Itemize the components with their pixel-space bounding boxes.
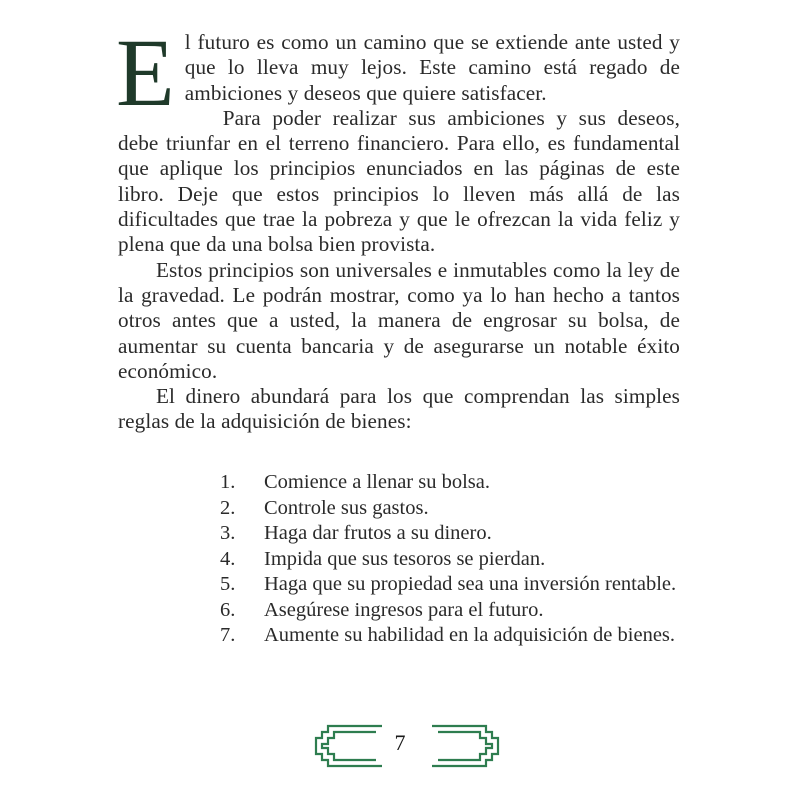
list-item-number: 2. xyxy=(220,496,236,519)
page-footer xyxy=(0,718,800,774)
page-number: 7 xyxy=(394,730,406,755)
list-item-text: Impida que sus tesoros se pierdan. xyxy=(264,547,546,570)
list-item-number: 5. xyxy=(220,573,236,595)
list-item xyxy=(212,572,692,598)
paragraph-3: Estos principios son universales e inmutables como la ley de la gravedad. Le podrán mostrar, como ya lo han hecho a tantos otros antes que a usted, la manera de engrosar su bolsa, de aumentar su cuenta bancaria y de asegurarse un notable éxito económico. xyxy=(118,257,680,383)
list-item-number: 3. xyxy=(220,522,236,544)
list-item-text: Controle sus gastos. xyxy=(264,496,429,519)
list-item xyxy=(212,496,692,522)
list-item xyxy=(212,623,692,649)
drop-cap: E xyxy=(116,19,175,126)
list-item-text: Haga que su propiedad sea una inversión rentable. xyxy=(264,573,677,595)
list-item xyxy=(212,521,692,547)
paragraph-1-text: l futuro es como un camino que se extiende ante usted y que lo lleva muy lejos. Este camino está regado de ambiciones y deseos que quiere satisfacer. xyxy=(184,30,680,105)
list-item-number: 7. xyxy=(220,624,236,646)
list-item-text: Comience a llenar su bolsa. xyxy=(264,471,491,493)
list-item xyxy=(212,598,692,624)
paragraph-2: Para poder realizar sus ambiciones y sus deseos, debe triunfar en el terreno financiero. Para ello, es fundamental que aplique los principios enunciados en las páginas de este libro. Deje que estos principios lo lleven más allá de las dificultades que trae la pobreza y que le ofrezcan la vida feliz y plena que da una bolsa bien provista. xyxy=(118,105,680,257)
right-bracket-ornament-icon xyxy=(422,718,502,774)
list-item-number: 6. xyxy=(220,598,236,621)
paragraph-1 xyxy=(116,19,680,126)
list-item xyxy=(212,547,692,573)
list-item-number: 1. xyxy=(220,471,236,493)
body-text xyxy=(116,19,680,435)
list-item-text: Asegúrese ingresos para el futuro. xyxy=(264,598,544,621)
list-item-text: Haga dar frutos a su dinero. xyxy=(264,522,492,544)
list-item-number: 4. xyxy=(220,547,236,570)
list-item-text: Aumente su habilidad en la adquisición de bienes. xyxy=(264,624,676,646)
paragraph-4: El dinero abundará para los que comprendan las simples reglas de la adquisición de bienes: xyxy=(118,384,680,434)
list-item xyxy=(212,470,692,496)
rules-list xyxy=(212,470,692,649)
